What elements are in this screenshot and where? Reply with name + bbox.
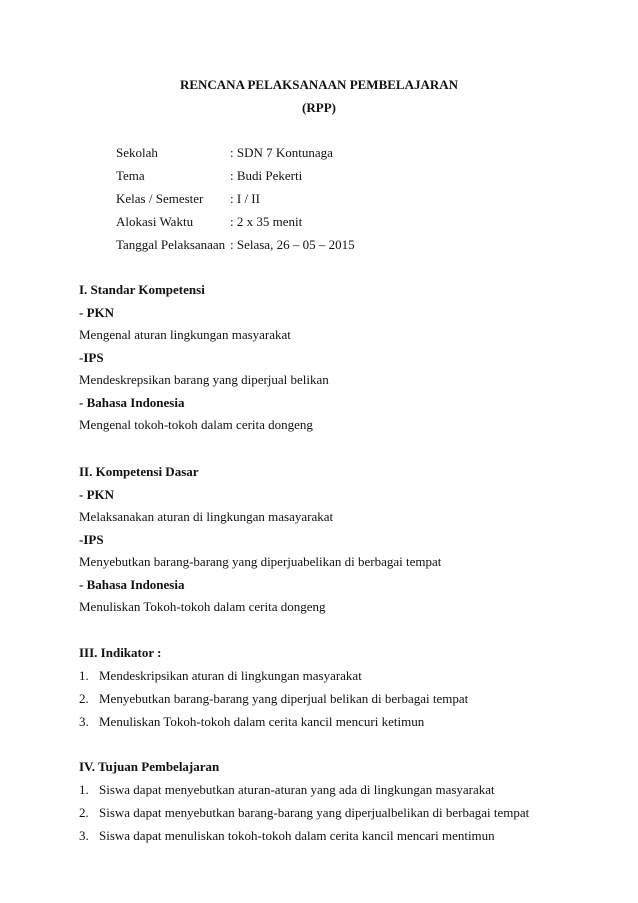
standar-ips-text: Mendeskrepsikan barang yang diperjual belikan: [79, 372, 329, 387]
standar-bi-label: - Bahasa Indonesia: [79, 395, 185, 410]
kompetensi-pkn-label: - PKN: [79, 487, 115, 502]
info-label-tema: Tema: [116, 168, 145, 183]
tujuan-item-text: Siswa dapat menyebutkan aturan-aturan yang ada di lingkungan masyarakat: [99, 782, 495, 797]
tujuan-item-text: Siswa dapat menyebutkan barang-barang yang diperjualbelikan di berbagai tempat: [99, 805, 530, 820]
info-label-tanggal: Tanggal Pelaksanaan: [116, 237, 226, 252]
kompetensi-bi-label: - Bahasa Indonesia: [79, 577, 185, 592]
kompetensi-ips-text: Menyebutkan barang-barang yang diperjuabelikan di berbagai tempat: [79, 554, 442, 569]
info-value-kelas: : I / II: [230, 191, 260, 206]
document-subtitle: (RPP): [302, 100, 336, 115]
indikator-item-text: Menyebutkan barang-barang yang diperjual belikan di berbagai tempat: [99, 691, 469, 706]
kompetensi-ips-label: -IPS: [79, 532, 104, 547]
info-label-kelas: Kelas / Semester: [116, 191, 204, 206]
indikator-item-number: 2.: [79, 691, 89, 706]
indikator-item-text: Mendeskripsikan aturan di lingkungan masyarakat: [99, 668, 362, 683]
section-heading-tujuan: IV. Tujuan Pembelajaran: [79, 759, 220, 774]
indikator-item-number: 1.: [79, 668, 89, 683]
section-heading-kompetensi: II. Kompetensi Dasar: [79, 464, 199, 479]
standar-pkn-label: - PKN: [79, 305, 115, 320]
standar-bi-text: Mengenal tokoh-tokoh dalam cerita dongeng: [79, 417, 313, 432]
info-label-alokasi: Alokasi Waktu: [116, 214, 194, 229]
kompetensi-bi-text: Menuliskan Tokoh-tokoh dalam cerita dongeng: [79, 599, 326, 614]
info-value-alokasi: : 2 x 35 menit: [230, 214, 303, 229]
kompetensi-pkn-text: Melaksanakan aturan di lingkungan masayarakat: [79, 509, 334, 524]
info-value-tema: : Budi Pekerti: [230, 168, 303, 183]
standar-ips-label: -IPS: [79, 350, 104, 365]
indikator-item-number: 3.: [79, 714, 89, 729]
info-value-tanggal: : Selasa, 26 – 05 – 2015: [230, 237, 355, 252]
document-title: RENCANA PELAKSANAAN PEMBELAJARAN: [179, 77, 459, 92]
tujuan-item-number: 2.: [79, 805, 89, 820]
tujuan-item-number: 1.: [79, 782, 89, 797]
info-value-sekolah: : SDN 7 Kontunaga: [230, 145, 333, 160]
indikator-item-text: Menuliskan Tokoh-tokoh dalam cerita kancil mencuri ketimun: [99, 714, 425, 729]
tujuan-item-text: Siswa dapat menuliskan tokoh-tokoh dalam cerita kancil mencari mentimun: [99, 828, 495, 843]
section-heading-indikator: III. Indikator :: [79, 645, 162, 660]
tujuan-item-number: 3.: [79, 828, 89, 843]
standar-pkn-text: Mengenal aturan lingkungan masyarakat: [79, 327, 291, 342]
info-label-sekolah: Sekolah: [116, 145, 158, 160]
section-heading-standar: I. Standar Kompetensi: [79, 282, 205, 297]
